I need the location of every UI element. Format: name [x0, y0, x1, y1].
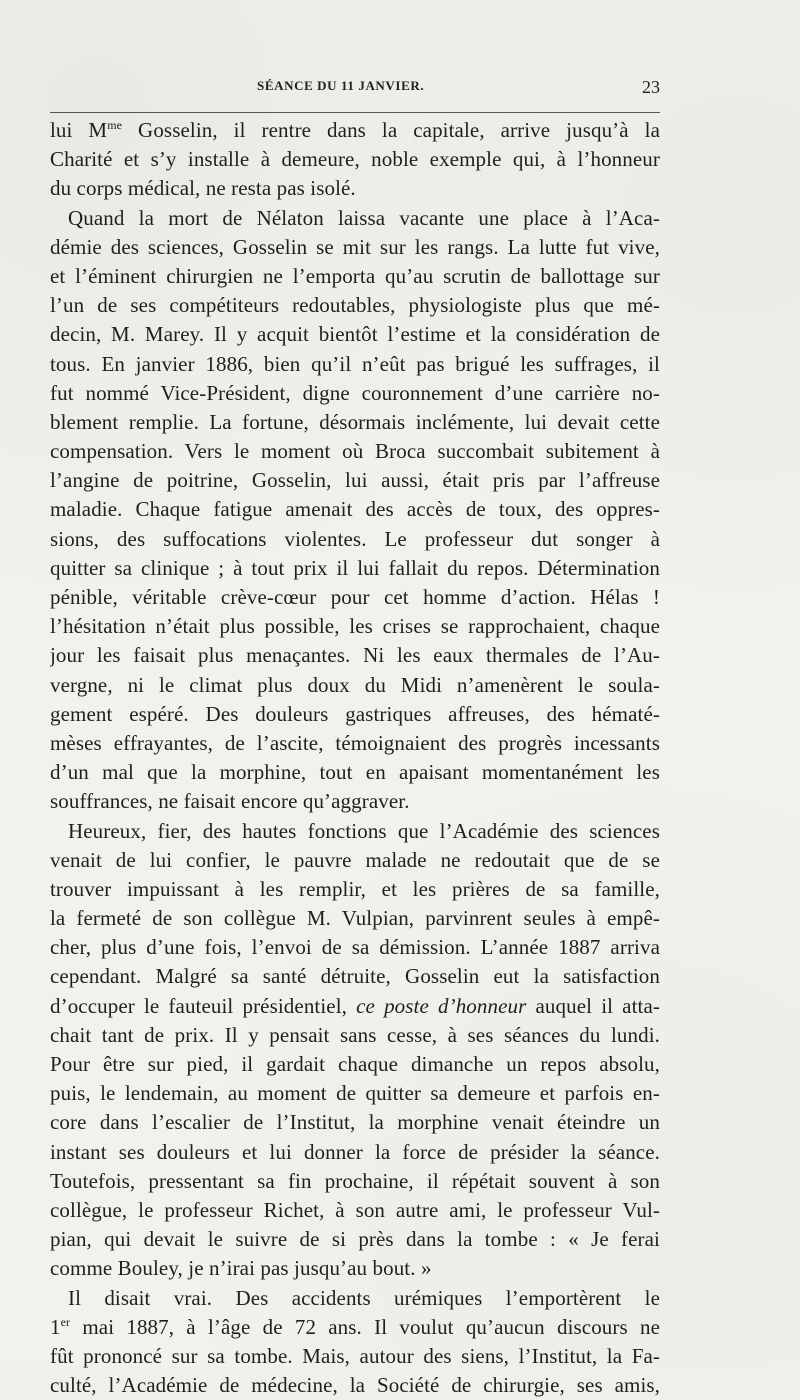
- text-line-32: chait tant de prix. Il y pensait sans cesse, à ses séances du lundi.: [50, 1022, 660, 1047]
- text-line-41: Il disait vrai. Des accidents urémiques l’emportèrent le: [68, 1285, 660, 1310]
- text-line-23: d’un mal que la morphine, tout en apaisant momentanément les: [50, 760, 660, 785]
- text-line-29: cher, plus d’une fois, l’envoi de sa démission. L’année 1887 arriva: [50, 935, 660, 960]
- header-rule: [50, 112, 660, 113]
- text-line-6: et l’éminent chirurgien ne l’emporta qu’au scrutin de ballottage sur: [50, 263, 660, 288]
- text-line-22: mèses effrayantes, de l’ascite, témoignaient des progrès incessants: [50, 730, 660, 755]
- text-line-33: Pour être sur pied, il gardait chaque dimanche un repos absolu,: [50, 1052, 660, 1076]
- text-line-3: du corps médical, ne resta pas isolé.: [50, 176, 356, 201]
- text-line-18: l’hésitation n’était plus possible, les crises se rapprochaient, chaque: [50, 614, 660, 639]
- text-line-20: vergne, ni le climat plus doux du Midi n’amenèrent le soula-: [50, 672, 660, 697]
- text-line-10: fut nommé Vice-Président, digne couronnement d’une carrière no-: [50, 380, 660, 405]
- text-line-14: maladie. Chaque fatigue amenait des accès de toux, des oppres-: [50, 497, 660, 522]
- text-line-1: lui $M^{me}$ Gosselin, il rentre dans la capitale, arrive jusqu’à la: [50, 118, 660, 142]
- text-line-42: 1er mai 1887, à l’âge de 72 ans. Il voulut qu’aucun discours ne: [50, 1314, 660, 1339]
- text-line-30: cependant. Malgré sa santé détruite, Gosselin eut la satisfaction: [50, 964, 660, 989]
- text-line-28: la fermeté de son collègue M. Vulpian, parvinrent seules à empê-: [50, 906, 660, 931]
- page-number: 23: [642, 77, 660, 97]
- text-line-5: démie des sciences, Gosselin se mit sur les rangs. La lutte fut vive,: [50, 234, 660, 259]
- text-line-12: compensation. Vers le moment où Broca succombait subitement à: [50, 439, 660, 464]
- running-title: SÉANCE DU 11 JANVIER.: [257, 78, 425, 93]
- text-line-31: d’occuper le fauteuil présidentiel, ce poste d’honneur auquel il atta-: [50, 993, 660, 1018]
- text-line-2: Charité et s’y installe à demeure, noble exemple qui, à l’honneur: [50, 147, 660, 172]
- text-line-17: pénible, véritable crève-cœur pour cet homme d’action. Hélas !: [50, 585, 660, 609]
- text-line-13: l’angine de poitrine, Gosselin, lui aussi, était pris par l’affreuse: [50, 468, 660, 493]
- text-line-36: instant ses douleurs et lui donner la force de présider la séance.: [50, 1139, 660, 1164]
- text-line-35: core dans l’escalier de l’Institut, la morphine venait éteindre un: [50, 1110, 660, 1135]
- text-line-19: jour les faisait plus menaçantes. Ni les eaux thermales de l’Au-: [50, 643, 660, 668]
- body-text: [50, 116, 660, 1400]
- text-line-15: sions, des suffocations violentes. Le professeur dut songer à: [50, 526, 660, 551]
- text-line-26: venait de lui confier, le pauvre malade ne redoutait que de se: [50, 847, 660, 872]
- text-line-21: gement espéré. Des douleurs gastriques affreuses, des hématé-: [50, 701, 660, 726]
- text-line-38: collègue, le professeur Richet, à son autre ami, le professeur Vul-: [50, 1197, 660, 1222]
- text-line-43: fût prononcé sur sa tombe. Mais, autour des siens, l’Institut, la Fa-: [50, 1343, 660, 1368]
- text-line-44: culté, l’Académie de médecine, la Société de chirurgie, ses amis,: [50, 1373, 660, 1398]
- text-line-40: comme Bouley, je n’irai pas jusqu’au bout. »: [50, 1256, 432, 1281]
- text-line-27: trouver impuissant à les remplir, et les prières de sa famille,: [50, 876, 660, 901]
- text-line-39: pian, qui devait le suivre de si près dans la tombe : « Je ferai: [50, 1227, 660, 1252]
- text-line-16: quitter sa clinique ; à tout prix il lui fallait du repos. Détermination: [50, 555, 660, 580]
- text-line-8: decin, M. Marey. Il y acquit bientôt l’estime et la considération de: [50, 322, 660, 347]
- text-line-4: Quand la mort de Nélaton laissa vacante une place à l’Aca-: [68, 205, 660, 230]
- text-line-7: l’un de ses compétiteurs redoutables, physiologiste plus que mé-: [50, 293, 660, 318]
- page-header: [50, 78, 660, 98]
- text-line-25: Heureux, fier, des hautes fonctions que l’Académie des sciences: [68, 818, 660, 843]
- text-line-37: Toutefois, pressentant sa fin prochaine, il répétait souvent à son: [50, 1168, 660, 1193]
- text-line-9: tous. En janvier 1886, bien qu’il n’eût pas brigué les suffrages, il: [50, 351, 660, 376]
- text-line-24: souffrances, ne faisait encore qu’aggraver.: [50, 789, 410, 814]
- text-line-11: blement remplie. La fortune, désormais inclémente, lui devait cette: [50, 409, 660, 434]
- text-line-34: puis, le lendemain, au moment de quitter sa demeure et parfois en-: [50, 1081, 660, 1106]
